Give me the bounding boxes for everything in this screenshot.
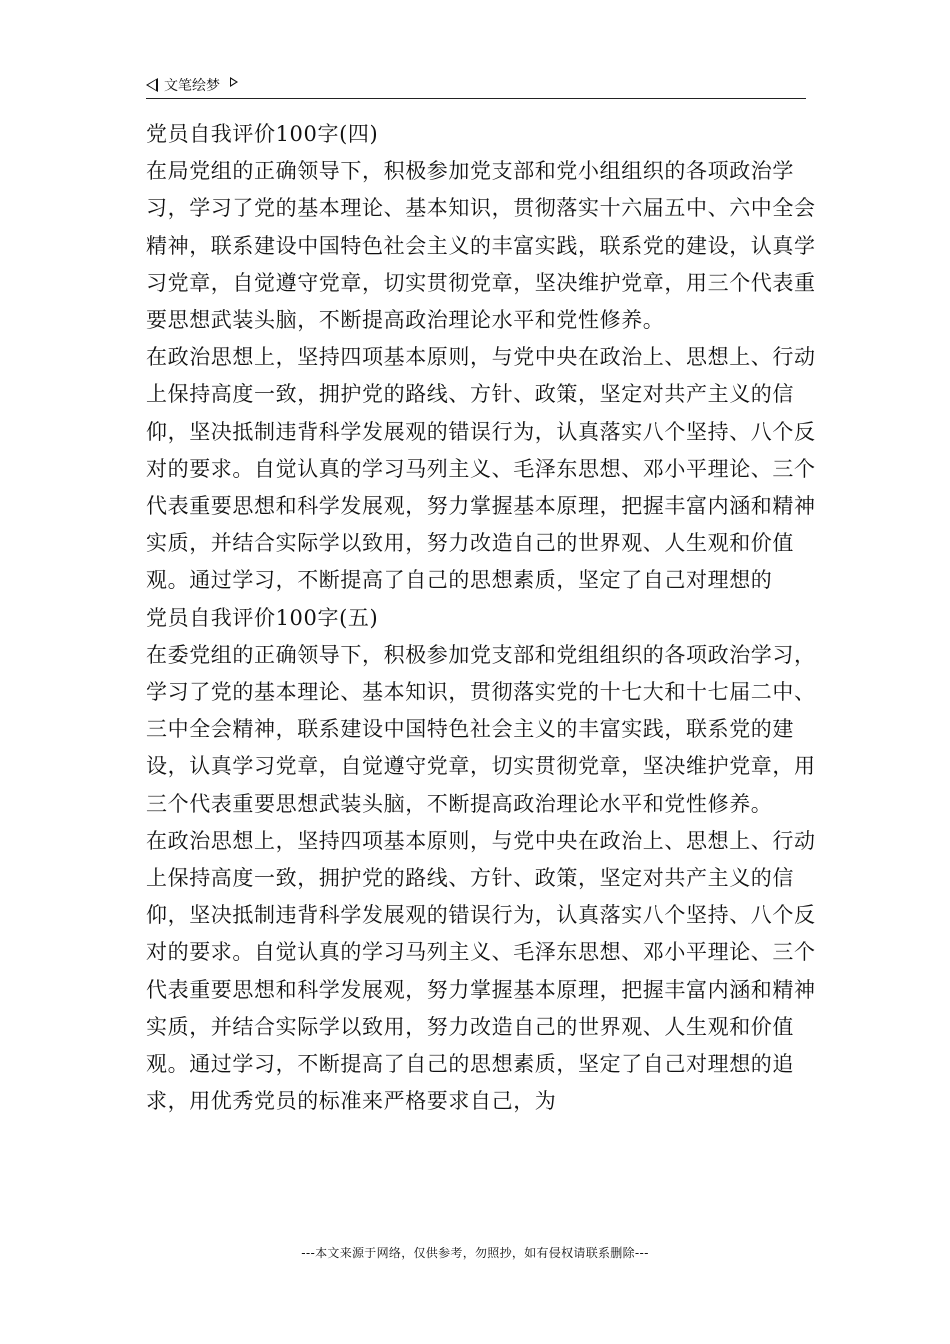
page-header: [146, 72, 806, 99]
section-5-title: 党员自我评价100字(五): [146, 605, 379, 630]
section-4-paragraph-1: 在局党组的正确领导下，积极参加党支部和党小组组织的各项政治学习，学习了党的基本理论、基本知识，贯彻落实十六届五中、六中全会精神，联系建设中国特色社会主义的丰富实践，联系党的建设，认真学习党章，自觉遵守党章，切实贯彻党章，坚决维护党章，用三个代表重要思想武装头脑，不断提高政治理论水平和党性修养。: [146, 159, 816, 333]
section-5-paragraph-2: 在政治思想上，坚持四项基本原则，与党中央在政治上、思想上、行动上保持高度一致，拥护党的路线、方针、政策，坚定对共产主义的信仰，坚决抵制违背科学发展观的错误行为，认真落实八个坚持、八个反对的要求。自觉认真的学习马列主义、毛泽东思想、邓小平理论、三个代表重要思想和科学发展观，努力掌握基本原理，把握丰富内涵和精神实质，并结合实际学以致用，努力改造自己的世界观、人生观和价值观。通过学习，不断提高了自己的思想素质，坚定了自己对理想的追求，用优秀党员的标准来严格要求自己，为: [146, 828, 816, 1114]
triangle-left-icon: [146, 78, 158, 92]
document-body: [146, 116, 818, 1120]
section-4-paragraph-2: 在政治思想上，坚持四项基本原则，与党中央在政治上、思想上、行动上保持高度一致，拥护党的路线、方针、政策，坚定对共产主义的信仰，坚决抵制违背科学发展观的错误行为，认真落实八个坚持、八个反对的要求。自觉认真的学习马列主义、毛泽东思想、邓小平理论、三个代表重要思想和科学发展观，努力掌握基本原理，把握丰富内涵和精神实质，并结合实际学以致用，努力改造自己的世界观、人生观和价值观。通过学习，不断提高了自己的思想素质，坚定了自己对理想的: [146, 345, 816, 593]
triangle-right-icon: [230, 77, 238, 87]
section-4-title: 党员自我评价100字(四): [146, 122, 379, 146]
header-title: 文笔绘梦: [164, 78, 220, 94]
section-5-paragraph-1: 在委党组的正确领导下，积极参加党支部和党组组织的各项政治学习，学习了党的基本理论、基本知识，贯彻落实党的十七大和十七届二中、三中全会精神，联系建设中国特色社会主义的丰富实践，联系党的建设，认真学习党章，自觉遵守党章，切实贯彻党章，坚决维护党章，用三个代表重要思想武装头脑，不断提高政治理论水平和党性修养。: [146, 642, 816, 816]
footer-disclaimer: ---本文来源于网络，仅供参考，勿照抄，如有侵权请联系删除---: [301, 1246, 649, 1260]
